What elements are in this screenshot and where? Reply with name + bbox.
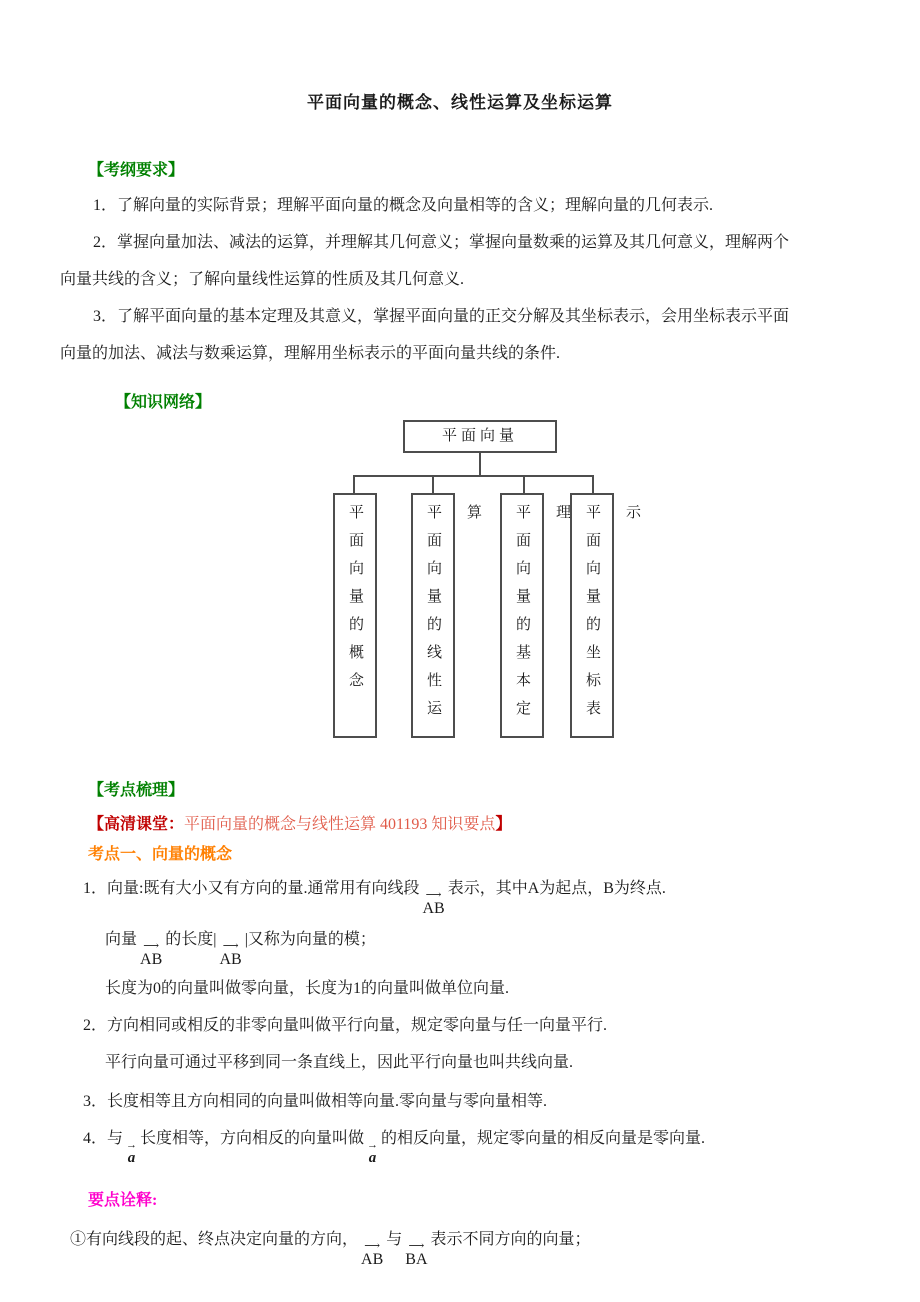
content-lines [60,877,860,1167]
over-arrow-icon: ⟶ [222,940,239,952]
diagram-connector-stem [479,453,481,475]
kaogang-paragraphs [60,187,860,372]
kaodian-section-header: 【考点梳理】 [88,782,185,799]
note-line: ①有向线段的起、终点决定向量的方向， ⟶ AB 与 ⟶ BA 表示不同方向的向量； [70,1231,591,1268]
hd-close-bracket: 】 [495,816,512,833]
over-arrow-icon: → [367,1139,379,1151]
over-arrow-icon: ⟶ [364,1240,381,1252]
over-arrow-icon: → [126,1139,138,1151]
diagram-connector-hbar [353,475,594,477]
paragraph-line: 向量共线的含义；了解向量线性运算的性质及其几何意义. [60,271,465,288]
vector-letters: AB [361,1251,384,1268]
diagram-connector-drop-1 [353,475,355,493]
diagram-child-box-concept: 平面向量的概念 [333,493,377,738]
diagram-child-box-basic-theorem: 平面向量的基本定理 [500,493,544,738]
content-line: 1．向量:既有大小又有方向的量.通常用有向线段 ⟶ AB 表示，其中A为起点，B为终点. [83,880,666,917]
diagram-connector-drop-3 [523,475,525,493]
over-arrow-icon: ⟶ [425,889,442,901]
diagram-child-box-linear-ops: 平面向量的线性运算 [411,493,455,738]
paragraph-line: 向量的加法、减法与数乘运算，理解用坐标表示的平面向量共线的条件. [60,345,561,362]
content-line: 长度为0的向量叫做零向量，长度为1的向量叫做单位向量. [105,980,510,997]
hd-open-bracket: 【高清课堂： [88,816,185,833]
document-title: 平面向量的概念、线性运算及坐标运算 [307,93,613,112]
content-line: 4．与 → a 长度相等，方向相反的向量叫做 → a 的相反向量，规定零向量的相反向量是零向量. [83,1130,706,1166]
paragraph-line: 2．掌握向量加法、减法的运算，并理解其几何意义；掌握向量数乘的运算及其几何意义，理解两个 [93,234,790,251]
document-content [60,157,860,1268]
diagram-connector-drop-2 [432,475,434,493]
vector-letters: AB [422,900,445,917]
topic1-header: 考点一、向量的概念 [88,846,233,863]
content-line: 3．长度相等且方向相同的向量叫做相等向量.零向量与零向量相等. [83,1093,548,1110]
content-line: 平行向量可通过平移到同一条直线上，因此平行向量也叫共线向量. [105,1054,574,1071]
vector-notation-a [367,1141,378,1167]
vector-letters: BA [405,1251,428,1268]
knowledge-network-diagram [0,420,920,765]
zhishi-section-header: 【知识网络】 [115,394,212,411]
note-header: 要点诠释: [88,1192,158,1209]
paragraph-line: 3．了解平面向量的基本定理及其意义，掌握平面向量的正交分解及其坐标表示，会用坐标表示平面 [93,308,790,325]
vector-letters: a [368,1150,377,1166]
over-arrow-icon: ⟶ [408,1240,425,1252]
over-arrow-icon: ⟶ [143,940,160,952]
vector-notation-AB [422,891,444,917]
kaogang-section-header: 【考纲要求】 [88,162,185,179]
diagram-connector-drop-4 [592,475,594,493]
vector-notation-AB [361,1242,383,1268]
vector-notation-AB [219,942,241,968]
vector-notation-BA [405,1242,427,1268]
vector-letters: a [127,1150,136,1166]
vector-notation-a [126,1141,137,1167]
vector-letters: AB [219,951,242,968]
diagram-child-box-coordinates: 平面向量的坐标表示 [570,493,614,738]
diagram-root-box: 平面向量 [403,420,557,453]
vector-letters: AB [140,951,163,968]
hd-inner-text: 平面向量的概念与线性运算 401193 知识要点 [184,816,496,833]
content-line: 向量 ⟶ AB 的长度| ⟶ AB |又称为向量的模； [105,931,376,968]
hd-classroom-line [88,811,860,834]
content-line: 2．方向相同或相反的非零向量叫做平行向量，规定零向量与任一向量平行. [83,1017,608,1034]
paragraph-line: 1．了解向量的实际背景；理解平面向量的概念及向量相等的含义；理解向量的几何表示. [93,197,714,214]
vector-notation-AB [140,942,162,968]
